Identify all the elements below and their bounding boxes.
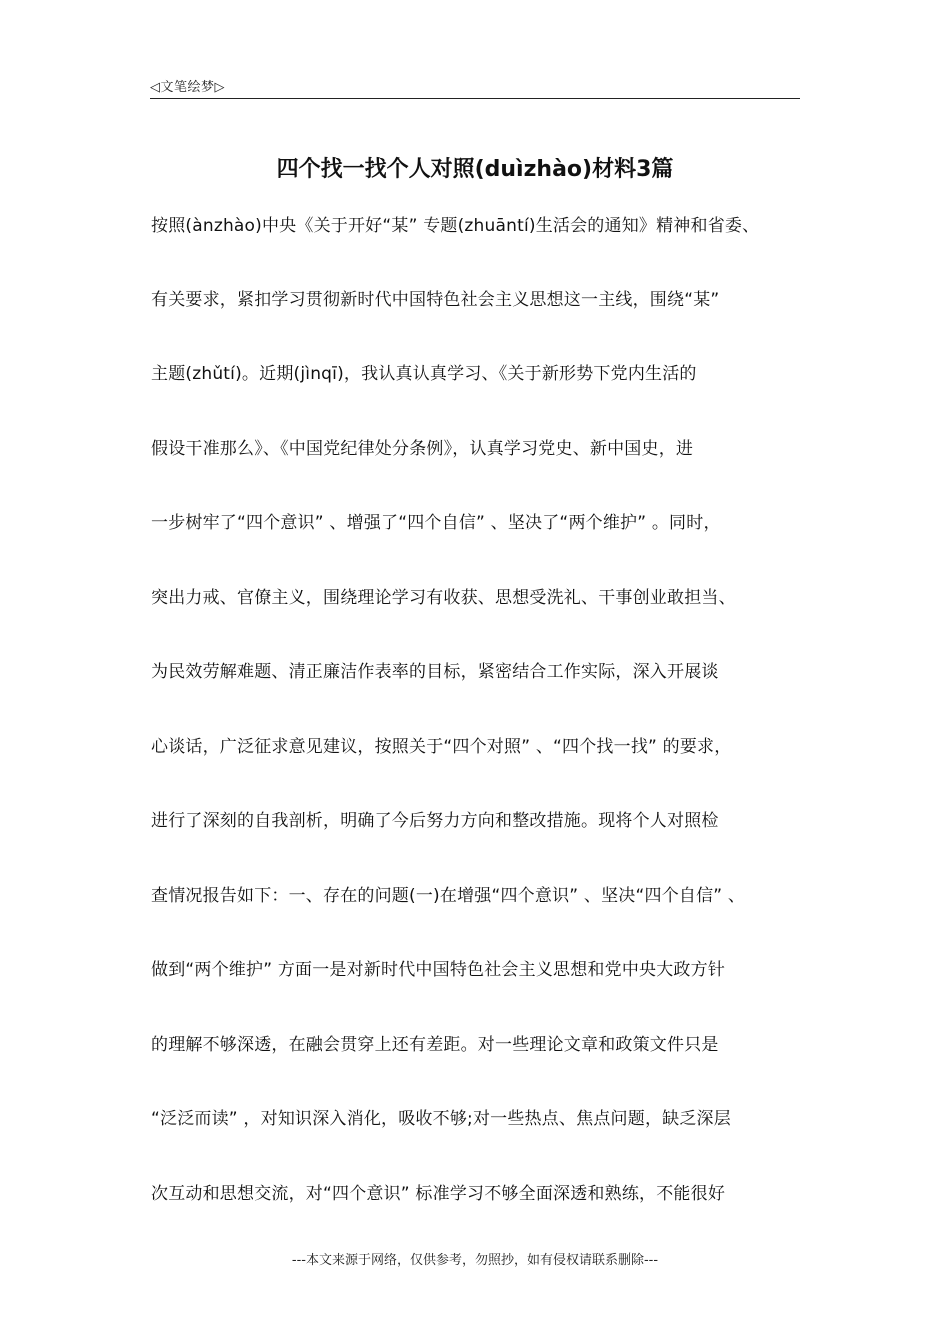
body-text-line: 心谈话，广泛征求意见建议，按照关于“四个对照” 、“四个找一找” 的要求， xyxy=(151,737,732,757)
body-text-line: 有关要求，紧扣学习贯彻新时代中国特色社会主义思想这一主线，围绕“某” xyxy=(151,290,720,310)
body-text-line: 做到“两个维护” 方面一是对新时代中国特色社会主义思想和党中央大政方针 xyxy=(151,960,726,980)
page-footer-disclaimer: ---本文来源于网络，仅供参考，勿照抄，如有侵权请联系删除--- xyxy=(291,1253,659,1268)
body-text-line: 为民效劳解难题、清正廉洁作表率的目标，紧密结合工作实际，深入开展谈 xyxy=(151,662,719,682)
body-text-line: 一步树牢了“四个意识” 、增强了“四个自信” 、坚决了“两个维护” 。同时， xyxy=(151,513,721,533)
body-text-line: 突出力戒、官僚主义，围绕理论学习有收获、思想受洗礼、干事创业敢担当、 xyxy=(151,588,736,608)
body-text-line: 查情况报告如下：一、存在的问题(一)在增强“四个意识” 、坚决“四个自信” 、 xyxy=(151,886,746,906)
body-text-line: “泛泛而读” ，对知识深入消化，吸收不够;对一些热点、焦点问题，缺乏深层 xyxy=(151,1109,731,1129)
body-text-line: 次互动和思想交流，对“四个意识” 标准学习不够全面深透和熟练，不能很好 xyxy=(151,1184,726,1204)
body-text-line: 主题(zhǔtí)。近期(jìnqī)，我认真认真学习、《关于新形势下党内生活的 xyxy=(151,364,697,384)
body-text-line: 假设干准那么》、《中国党纪律处分条例》，认真学习党史、新中国史，进 xyxy=(151,439,694,459)
body-text-line: 进行了深刻的自我剖析，明确了今后努力方向和整改措施。现将个人对照检 xyxy=(151,811,719,831)
body-text-line: 的理解不够深透，在融会贯穿上还有差距。对一些理论文章和政策文件只是 xyxy=(151,1035,719,1055)
header-logo-text: ◁文笔绘梦▷ xyxy=(150,80,225,95)
document-title: 四个找一找个人对照(duìzhào)材料3篇 xyxy=(276,157,674,182)
page-header xyxy=(150,74,800,99)
body-text-line: 按照(ànzhào)中央《关于开好“某” 专题(zhuāntí)生活会的通知》精神和省委、 xyxy=(151,216,760,236)
